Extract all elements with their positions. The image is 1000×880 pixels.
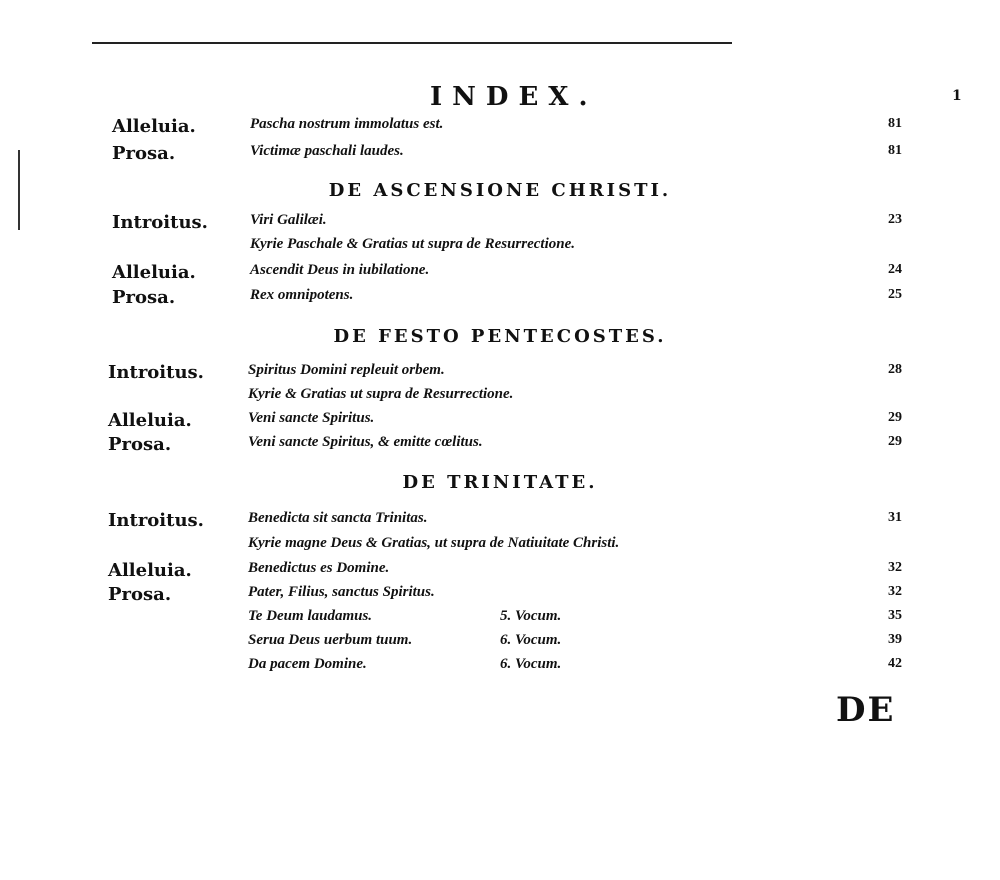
row-label: Alleluia.	[112, 262, 196, 283]
row-text: Pascha nostrum immolatus est.	[250, 116, 444, 132]
index-row	[0, 116, 1000, 142]
row-voices: 6. Vocum.	[500, 656, 562, 672]
row-label: Prosa.	[112, 143, 176, 164]
row-number: 24	[888, 262, 902, 277]
catchword: DE	[836, 690, 896, 730]
row-text: Benedicta sit sancta Trinitas.	[248, 510, 428, 526]
row-label: Alleluia.	[108, 410, 192, 431]
index-row	[0, 560, 1000, 586]
row-text: Da pacem Domine.	[248, 656, 367, 672]
row-label: Prosa.	[108, 584, 172, 605]
row-number: 39	[888, 632, 902, 647]
index-row	[0, 584, 1000, 610]
index-row	[0, 410, 1000, 436]
row-text: Veni sancte Spiritus, & emitte cœlitus.	[248, 434, 483, 450]
row-number: 31	[888, 510, 902, 525]
index-row	[0, 535, 1000, 561]
row-number: 81	[888, 143, 902, 158]
page-title: INDEX.	[430, 82, 598, 112]
row-text: Serua Deus uerbum tuum.	[248, 632, 413, 648]
index-row	[0, 143, 1000, 169]
row-text: Te Deum laudamus.	[248, 608, 373, 624]
index-row	[0, 434, 1000, 460]
row-label: Prosa.	[108, 434, 172, 455]
row-label: Prosa.	[112, 287, 176, 308]
page-mark: 1	[952, 88, 962, 104]
index-row	[0, 386, 1000, 412]
row-text: Pater, Filius, sanctus Spiritus.	[248, 584, 435, 600]
index-row	[0, 608, 1000, 634]
index-row	[0, 212, 1000, 238]
index-row	[0, 236, 1000, 262]
index-row	[0, 632, 1000, 658]
row-text: Victimæ paschali laudes.	[250, 143, 404, 159]
index-row	[0, 510, 1000, 536]
row-label: Introitus.	[108, 362, 204, 383]
section-heading: DE ASCENSIONE CHRISTI.	[328, 180, 672, 201]
row-label: Introitus.	[112, 212, 208, 233]
row-text: Ascendit Deus in iubilatione.	[250, 262, 430, 278]
row-number: 32	[888, 560, 902, 575]
row-number: 29	[888, 434, 902, 449]
index-row	[0, 287, 1000, 313]
section-heading: DE TRINITATE.	[402, 472, 598, 493]
row-text: Kyrie Paschale & Gratias ut supra de Resurrectione.	[250, 236, 576, 252]
row-number: 23	[888, 212, 902, 227]
index-row	[0, 362, 1000, 388]
row-text: Veni sancte Spiritus.	[248, 410, 375, 426]
row-text: Kyrie & Gratias ut supra de Resurrectione.	[248, 386, 514, 402]
row-text: Benedictus es Domine.	[248, 560, 390, 576]
row-text: Spiritus Domini repleuit orbem.	[248, 362, 445, 378]
index-row	[0, 656, 1000, 682]
row-text: Viri Galilæi.	[250, 212, 327, 228]
row-number: 35	[888, 608, 902, 623]
row-text: Kyrie magne Deus & Gratias, ut supra de Natiuitate Christi.	[248, 535, 620, 551]
row-number: 42	[888, 656, 902, 671]
row-number: 28	[888, 362, 902, 377]
section-heading: DE FESTO PENTECOSTES.	[333, 326, 667, 347]
top-rule	[92, 42, 732, 44]
row-text: Rex omnipotens.	[250, 287, 354, 303]
row-number: 25	[888, 287, 902, 302]
row-label: Alleluia.	[108, 560, 192, 581]
row-voices: 5. Vocum.	[500, 608, 562, 624]
row-label: Introitus.	[108, 510, 204, 531]
row-number: 32	[888, 584, 902, 599]
index-row	[0, 262, 1000, 288]
row-number: 29	[888, 410, 902, 425]
row-voices: 6. Vocum.	[500, 632, 562, 648]
row-number: 81	[888, 116, 902, 131]
row-label: Alleluia.	[112, 116, 196, 137]
